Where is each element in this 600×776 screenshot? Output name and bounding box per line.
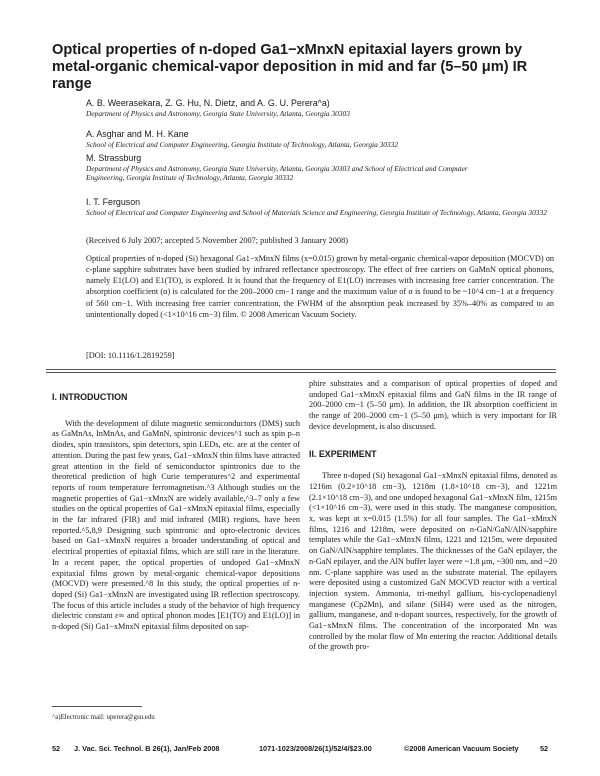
footer-journal: J. Vac. Sci. Technol. B 26(1), Jan/Feb 2008 — [74, 744, 220, 753]
author-group-2 — [86, 128, 556, 149]
author-group-3 — [86, 152, 556, 183]
author-names: M. Strassburg — [86, 153, 142, 163]
right-column — [309, 379, 557, 653]
article-title: Optical properties of n-doped Ga1−xMnxN epitaxial layers grown by metal-organic chemical-vapor deposition in mid and far (5–50 μm) IR range — [52, 42, 528, 92]
author-affiliation: School of Electrical and Computer Engineering, Georgia Institute of Technology, Atlanta, Georgia 30332 — [86, 140, 399, 149]
author-names: A. B. Weerasekara, Z. G. Hu, N. Dietz, and A. G. U. Perera^a) — [86, 98, 330, 108]
intro-continuation: phire substrates and a comparison of optical properties of doped and undoped Ga1−xMnxN epitaxial films and GaN films in the IR range of 200–2000 cm−1 (5–50 μm). In addition, the IR absorption coefficient in the range of 200–2000 cm−1 (5–50 μm), which is very important for IR device development, is also discussed. — [309, 379, 557, 431]
author-affiliation: Department of Physics and Astronomy, Georgia State University, Atlanta, Georgia 30303 — [86, 109, 350, 118]
author-group-1 — [86, 97, 556, 118]
footnote-email: ^a)Electronic mail: uperera@gsu.edu — [52, 714, 155, 721]
author-group-4 — [86, 196, 556, 217]
footer-page-left: 52 — [52, 744, 61, 753]
footer-code: 1071-1023/2008/26(1)/52/4/$23.00 — [259, 744, 372, 753]
author-affiliation: School of Electrical and Computer Engineering and School of Materials Science and Engineering, Georgia Institute of Technology, Atlanta, Georgia 30332 — [86, 208, 547, 217]
abstract: Optical properties of n-doped (Si) hexagonal Ga1−xMnxN films (x=0.015) grown by metal-organic chemical-vapor deposition (MOCVD) on c-plane sapphire substrates have been studied by infrared reflectance spectroscopy. The effect of free carriers on GaMnN optical phonons, namely E1(LO) and E1(TO), is explored. It is found that the frequency of E1(LO) increases with increasing free carrier concentration. The absorption coefficient (α) is calculated for the 200–2000 cm−1 range and the maximum value of α is found to be ~10^4 cm−1 at a frequency of 560 cm−1. With increasing free carrier concentration, the FWHM of the absorption peak increased by 35%–40% as compared to an unintentionally doped (<1×10^16 cm−3) film. © 2008 American Vacuum Society. — [86, 254, 554, 319]
experiment-paragraph: Three n-doped (Si) hexagonal Ga1−xMnxN epitaxial films, denoted as 1216m (0.2×10^18 cm−3), 1218m (1.8×10^18 cm−3), and 1221m (2.1×10^18 cm−3), and one undoped hexagonal Ga1−xMnxN film, 1215m (<1×10^16 cm−3), were used in this study. The manganese composition, x, was kept at x=0.015 (1.5%) for all four samples. The Ga1−xMnxN films, 1216 and 1218m, were deposited on n-GaN/GaN/AlN/sapphire templates while the Ga1−xMnxN films, 1221 and 1215m, were deposited on GaN/AlN/sapphire templates. The thicknesses of the GaN epilayer, the n-GaN epilayer, and the AlN buffer layer were ~1.8 μm, ~300 nm, and ~20 nm. C-plane sapphire was used as the substrate material. The epilayers were deposited using a customized GaN MOCVD reactor with a vertical injection system. Ammonia, tri-methyl gallium, bis-cyclopenadienyl manganese (Cp2Mn), and silane (SiH4) were used as the nitrogen, gallium, manganese, and n-dopant sources, respectively, for the growth of Ga1−xMnxN films. The concentration of the incorporated Mn was controlled by the molar flow of Mn entering the reactor. Additional details of the growth pro- — [309, 471, 557, 652]
intro-paragraph: With the development of dilute magnetic semiconductors (DMS) such as GaMnAs, InMnAs, and GaMnN, spintronic devices^1 such as spin p–n diodes, spin transistors, spin detectors, spin LEDs, etc. are at the center of attention. During the past few years, Ga1−xMnxN thin films have attracted great attention in the field of semiconductor spintronics due to the theoretical prediction of high Curie temperatures^2 and experimental reports of room temperature ferromagnetism.^3 Although studies on the magnetic properties of Ga1−xMnxN are widely available,^3–7 only a few studies on the optical properties of Ga1−xMnxN epitaxial films, especially in the far infrared (FIR) and mid infrared (MIR) regions, have been reported.^5,8,9 Designing such spintronic and opto-electronic devices based on Ga1−xMnxN requires a broader understanding of optical and electrical properties of epitaxial films, which are still rare in the literature. In a recent paper, the optical properties of undoped Ga1−xMnxN expitaxial films grown by metal-organic chemical-vapor depositions (MOCVD) were presented.^8 In this study, the optical properties of n-doped (Si) Ga1−xMnxN are investigated using IR reflection spectroscopy. The focus of this article includes a study of the behavior of high frequency dielectric constant ε∞ and optical phonon modes [E1(TO) and E1(LO)] in n-doped (Si) Ga1−xMnxN epitaxial films deposited on sap- — [52, 418, 300, 632]
received-dates: (Received 6 July 2007; accepted 5 November 2007; published 3 January 2008) — [86, 236, 348, 245]
section-heading-experiment: II. EXPERIMENT — [309, 448, 377, 459]
header-rule-top — [46, 369, 556, 370]
left-column — [52, 392, 300, 633]
footer-copyright: ©2008 American Vacuum Society — [404, 744, 519, 753]
header-rule-bottom — [46, 372, 556, 373]
author-affiliation: Department of Physics and Astronomy, Georgia State University, Atlanta, Georgia 30303 and School of Electrical and Computer Engineering, Georgia Institute of Technology, Atlanta, Georgia 30332 — [86, 164, 468, 183]
author-names: A. Asghar and M. H. Kane — [86, 129, 189, 139]
section-heading-introduction: I. INTRODUCTION — [52, 392, 128, 402]
footnote-rule — [52, 706, 142, 707]
author-names: I. T. Ferguson — [86, 197, 141, 207]
doi: [DOI: 10.1116/1.2819259] — [86, 351, 175, 360]
footer-page-right: 52 — [540, 744, 549, 753]
